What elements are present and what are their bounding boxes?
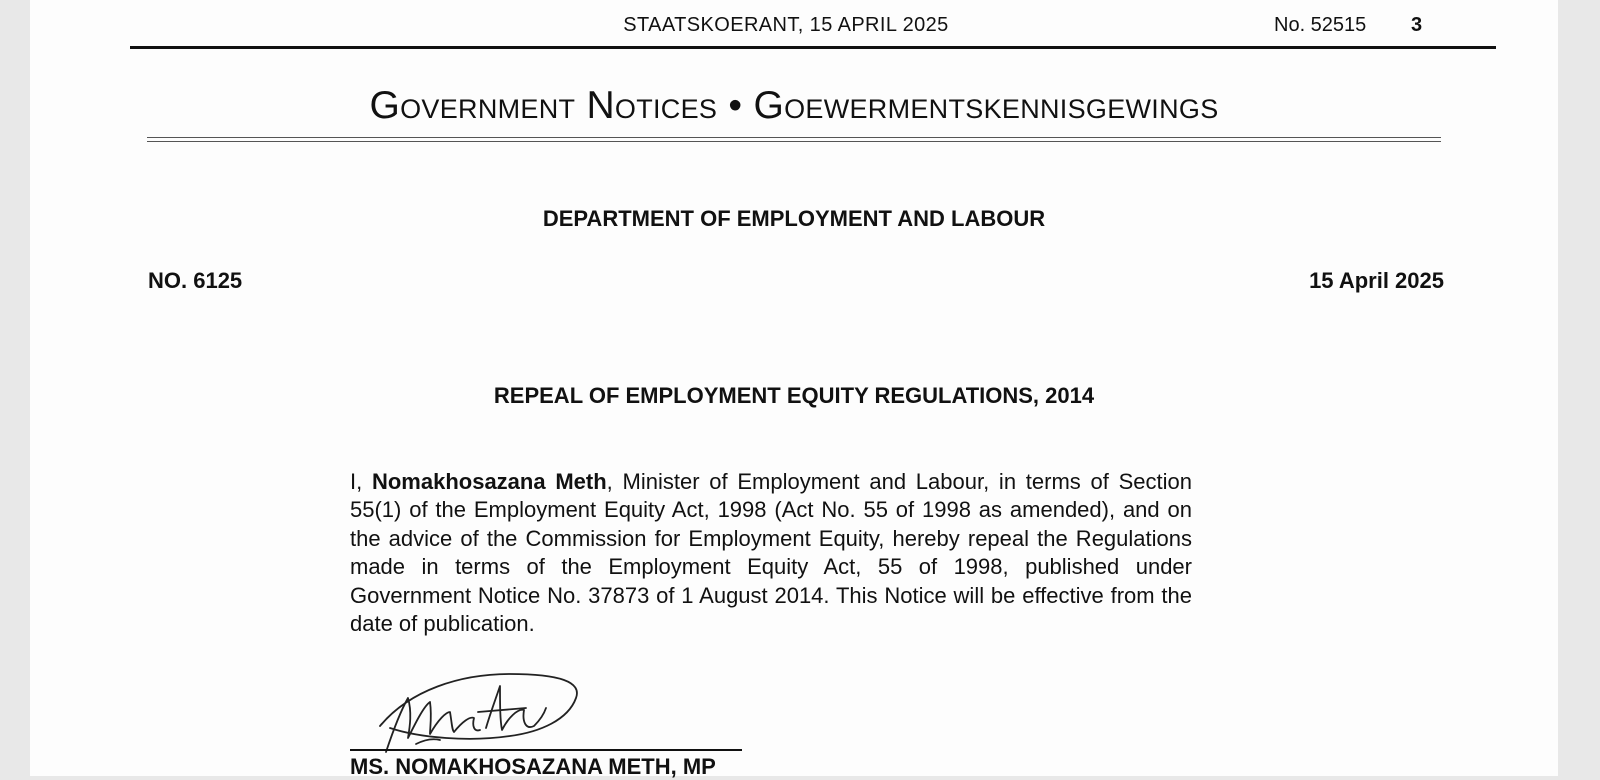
signatory-name: MS. NOMAKHOSAZANA METH, MP bbox=[350, 754, 716, 779]
department-heading: DEPARTMENT OF EMPLOYMENT AND LABOUR bbox=[542, 206, 1046, 231]
gazette-page bbox=[30, 0, 1558, 779]
signature-line bbox=[350, 749, 742, 751]
gazette-title: STAATSKOERANT, 15 APRIL 2025 bbox=[623, 14, 949, 36]
issue-number: No. 52515 bbox=[1274, 14, 1367, 36]
section-title: Government Notices • Goewermentskennisgewings bbox=[369, 84, 1219, 127]
notice-body bbox=[350, 468, 1192, 638]
handwritten-signature bbox=[350, 668, 590, 760]
body-rest: , Minister of Employment and Labour, in terms of Section 55(1) of the Employment Equity Act, 1998 (Act No. 55 of 1998 as amended), and on the advice of the Commission for Employment Equity, hereby repeal the Regulations made in terms of the Employment Equity Act, 55 of 1998, published under Government Notice No. 37873 of 1 August 2014. This Notice will be effective from the date of publication. bbox=[350, 469, 1192, 637]
running-header bbox=[30, 10, 1558, 40]
page-number: 3 bbox=[1411, 14, 1423, 36]
notice-number: NO. 6125 bbox=[148, 268, 243, 293]
minister-name: Nomakhosazana Meth bbox=[371, 469, 607, 494]
notice-title: REPEAL OF EMPLOYMENT EQUITY REGULATIONS, 2014 bbox=[493, 383, 1095, 408]
section-double-rule bbox=[147, 137, 1441, 142]
header-rule bbox=[130, 46, 1496, 49]
notice-date: 15 April 2025 bbox=[1309, 268, 1444, 293]
body-prefix: I, bbox=[350, 469, 372, 494]
